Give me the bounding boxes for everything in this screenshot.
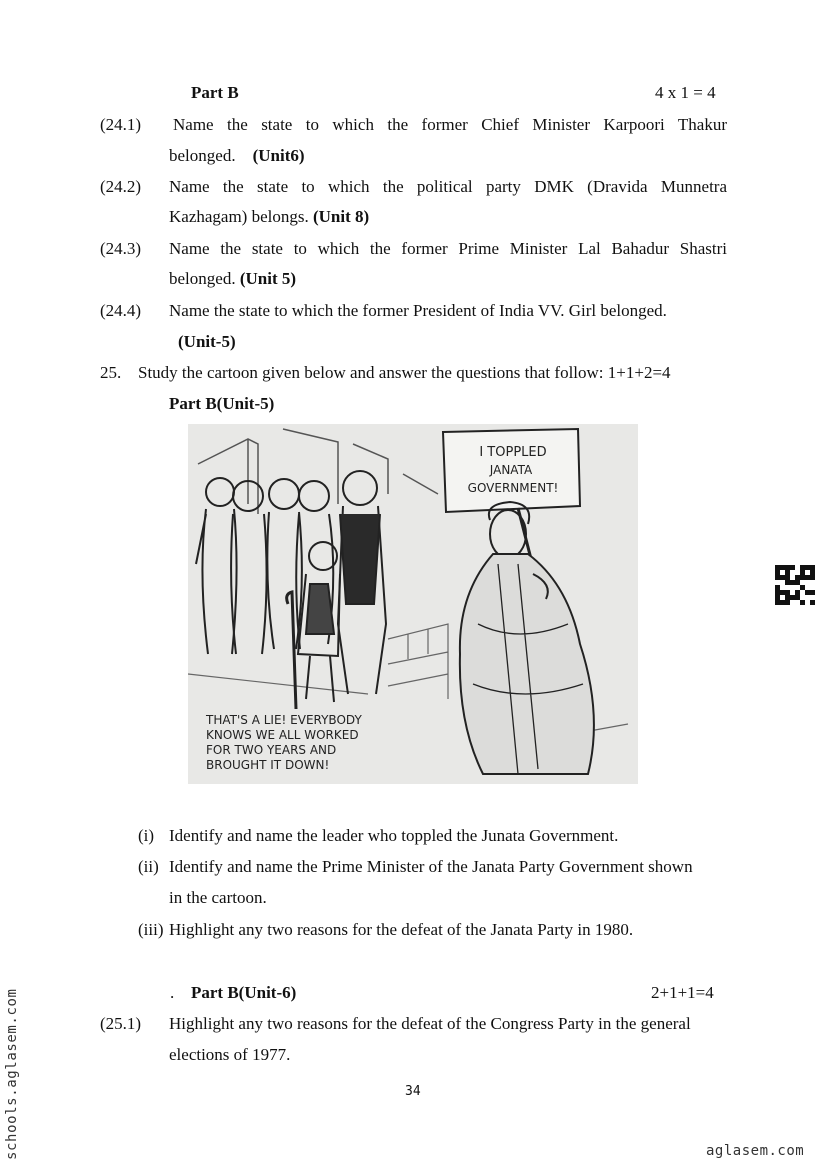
side-watermark: schools.aglasem.com — [4, 988, 20, 1160]
part-dot: . — [170, 983, 175, 1002]
svg-text:FOR TWO YEARS AND: FOR TWO YEARS AND — [206, 743, 337, 757]
question-text: Study the cartoon given below and answer the questions that follow: 1+1+2=4 — [138, 363, 671, 382]
subquestion-number: (i) — [138, 826, 155, 845]
sign-text: JANATA — [489, 463, 533, 477]
unit-tag: (Unit 8) — [312, 207, 370, 226]
subquestion-text: Highlight any two reasons for the defeat of the Janata Party in 1980. — [169, 920, 634, 939]
question-number: (25.1) — [100, 1014, 142, 1033]
qr-code — [775, 565, 815, 605]
page-number: 34 — [405, 1084, 421, 1099]
question-number: (24.1) — [100, 115, 142, 134]
part-heading: Part B(Unit-5) — [169, 394, 275, 413]
subquestion-text: Identify and name the leader who toppled the Junata Government. — [169, 826, 619, 845]
cartoon-drawing — [188, 424, 638, 784]
question-text-cont: elections of 1977. — [169, 1045, 291, 1064]
subquestion-text-cont: in the cartoon. — [169, 888, 267, 907]
part-marks: 2+1+1=4 — [651, 983, 714, 1002]
question-text: Highlight any two reasons for the defeat of the Congress Party in the general — [169, 1014, 691, 1033]
unit-tag: (Unit-5) — [178, 332, 236, 351]
political-cartoon — [188, 424, 638, 784]
question-text-cont: Kazhagam) belongs. (Unit 8) — [169, 207, 370, 226]
unit-tag: (Unit 5) — [239, 269, 297, 288]
question-text: Name the state to which the former Prime Minister Lal Bahadur Shastri — [169, 239, 727, 258]
subquestion-text: Identify and name the Prime Minister of the Janata Party Government shown — [169, 857, 693, 876]
part-heading: Part B — [191, 83, 239, 102]
svg-text:BROUGHT IT DOWN!: BROUGHT IT DOWN! — [206, 758, 330, 772]
question-text: Name the state to which the former President of India VV. Girl belonged. — [169, 301, 667, 320]
question-text-cont: belonged. (Unit 5) — [169, 269, 297, 288]
question-text-cont: belonged. (Unit6) — [169, 146, 305, 165]
sign-text: I TOPPLED — [479, 445, 547, 460]
unit-tag: (Unit6) — [252, 146, 305, 165]
part-marks: 4 x 1 = 4 — [655, 83, 716, 102]
svg-text:THAT'S A LIE! EVERYBODY: THAT'S A LIE! EVERYBODY — [206, 713, 362, 727]
question-text: Name the state to which the political party DMK (Dravida Munnetra — [169, 177, 727, 196]
subquestion-number: (ii) — [138, 857, 159, 876]
sign-text: GOVERNMENT! — [467, 481, 559, 495]
part-heading: Part B(Unit-6) — [191, 983, 297, 1002]
question-number: (24.2) — [100, 177, 142, 196]
svg-text:KNOWS WE ALL WORKED: KNOWS WE ALL WORKED — [206, 728, 359, 742]
question-number: 25. — [100, 363, 122, 382]
question-text: Name the state to which the former Chief Minister Karpoori Thakur — [173, 115, 727, 134]
bottom-watermark: aglasem.com — [706, 1143, 805, 1159]
subquestion-number: (iii) — [138, 920, 164, 939]
question-number: (24.3) — [100, 239, 142, 258]
question-number: (24.4) — [100, 301, 142, 320]
